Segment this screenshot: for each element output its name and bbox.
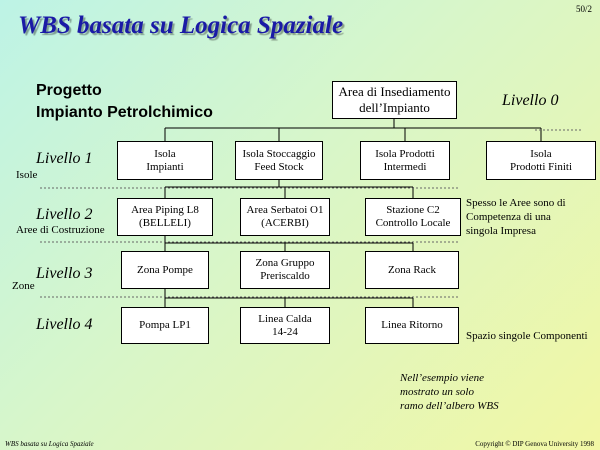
level-0-label: Livello 0: [502, 92, 559, 109]
node-text: Area Piping L8: [131, 204, 199, 216]
note-line: mostrato un solo: [400, 386, 474, 398]
node-text: Area Serbatoi O1: [246, 204, 324, 216]
footer-copyright: Copyright © DIP Genova University 1998: [475, 440, 594, 448]
node-text: Isola Prodotti: [375, 147, 435, 160]
node-text: Isola: [154, 147, 176, 160]
level3-node: [240, 251, 330, 289]
node-text: (BELLELI): [139, 217, 191, 229]
level1-node: [117, 141, 213, 180]
level4-node: [240, 307, 330, 344]
level1-node: [235, 141, 323, 180]
node-text: Stazione C2: [386, 204, 440, 216]
level2-node: [240, 198, 330, 236]
node-text: Impianti: [146, 160, 184, 173]
level2-node: [117, 198, 213, 236]
node-text: Area di Insediamento: [338, 84, 451, 99]
project-label-line1: Progetto: [36, 82, 102, 99]
level1-node: [360, 141, 450, 180]
level4-node: [365, 307, 459, 344]
node-text: Isola: [530, 147, 552, 160]
note-line: Competenza di una: [466, 211, 551, 223]
node-text: Intermedi: [383, 160, 427, 173]
node-text: Linea Ritorno: [381, 319, 443, 331]
slide-title: WBS basata su Logica Spaziale: [18, 12, 344, 39]
footer-title: WBS basata su Logica Spaziale: [5, 440, 94, 448]
node-text: Zona Rack: [388, 263, 436, 276]
node-text: dell’Impianto: [359, 100, 430, 115]
level-1-label: Livello 1: [36, 150, 93, 167]
components-note: Spazio singole Componenti: [466, 330, 588, 342]
wbs-root-node: [332, 81, 457, 119]
level1-node: [486, 141, 596, 180]
level-2-label: Livello 2: [36, 206, 93, 223]
node-text: Controllo Locale: [375, 217, 451, 229]
level-2-sublabel: Aree di Costruzione: [16, 224, 105, 236]
level2-node: [365, 198, 461, 236]
note-line: Nell’esempio viene: [400, 372, 484, 384]
node-text: Zona Gruppo: [255, 257, 315, 269]
level3-node: [121, 251, 209, 289]
node-text: Linea Calda: [258, 312, 312, 325]
level-3-sublabel: Zone: [12, 280, 35, 292]
project-label-line2: Impianto Petrolchimico: [36, 104, 213, 121]
node-text: Zona Pompe: [137, 263, 193, 276]
level-1-sublabel: Isole: [16, 169, 38, 181]
level-3-label: Livello 3: [36, 265, 93, 282]
node-text: (ACERBI): [261, 217, 309, 229]
node-text: Prodotti Finiti: [509, 160, 573, 173]
note-line: Spesso le Aree sono di: [466, 197, 566, 209]
note-line: singola Impresa: [466, 225, 536, 237]
level4-node: [121, 307, 209, 344]
competence-note: [466, 196, 566, 238]
level3-node: [365, 251, 459, 289]
node-text: Isola Stoccaggio: [242, 147, 316, 160]
example-note: [400, 371, 499, 413]
node-text: Preriscaldo: [260, 270, 310, 282]
node-text: 14-24: [272, 325, 298, 338]
note-line: ramo dell’albero WBS: [400, 400, 499, 412]
node-text: Feed Stock: [254, 160, 304, 173]
node-text: Pompa LP1: [139, 319, 191, 331]
page-number: 50/2: [575, 4, 592, 14]
level-4-label: Livello 4: [36, 316, 93, 333]
